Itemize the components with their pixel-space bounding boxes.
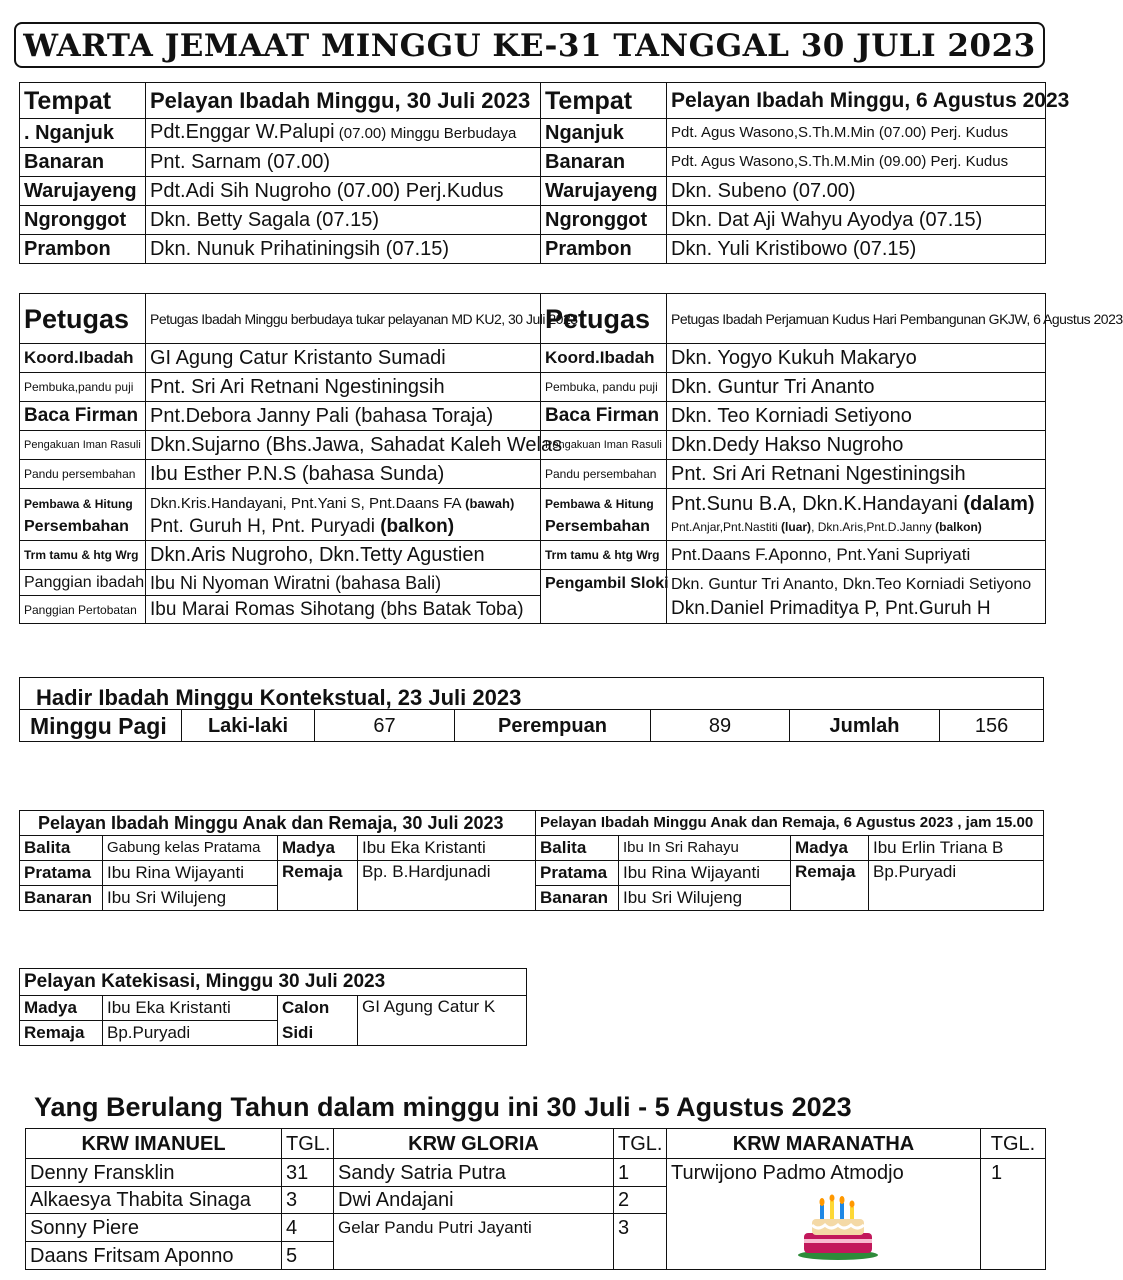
pelayan-row bbox=[20, 206, 1046, 235]
role-label: Baca Firman bbox=[541, 402, 667, 431]
birthday-day: 3 bbox=[614, 1214, 667, 1270]
pelayan-left: Pnt. Sarnam (07.00) bbox=[146, 148, 541, 177]
role-label: Pembawa & Hitung bbox=[541, 489, 667, 515]
petugas-header-left: Petugas bbox=[20, 294, 146, 344]
class-label: Banaran bbox=[20, 886, 103, 911]
role-label: Pandu persembahan bbox=[20, 460, 146, 489]
birthday-name: Dwi Andajani bbox=[334, 1187, 614, 1214]
role-left: Dkn.Aris Nugroho, Dkn.Tetty Agustien bbox=[146, 541, 541, 570]
pelayan-left: Dkn. Betty Sagala (07.15) bbox=[146, 206, 541, 235]
class-teacher: Bp.Puryadi bbox=[869, 861, 1044, 911]
birthday-day: 1 bbox=[614, 1159, 667, 1187]
petugas-row bbox=[20, 402, 1046, 431]
catechism-table bbox=[19, 968, 527, 1046]
class-label: Banaran bbox=[536, 886, 619, 911]
class-label: Remaja bbox=[278, 861, 358, 911]
place-right: Prambon bbox=[541, 235, 667, 264]
petugas-event-right: Petugas Ibadah Perjamuan Kudus Hari Pembangunan GKJW, 6 Agustus 2023 bbox=[667, 294, 1046, 344]
petugas-row bbox=[20, 373, 1046, 402]
female-label: Perempuan bbox=[455, 710, 651, 742]
role-left: Pnt. Sri Ari Retnani Ngestiningsih bbox=[146, 373, 541, 402]
class-label: Madya bbox=[791, 836, 869, 861]
birthday-day: 31 bbox=[282, 1159, 334, 1187]
class-teacher: Bp.Puryadi bbox=[103, 1021, 278, 1046]
pelayan-right: Dkn. Dat Aji Wahyu Ayodya (07.15) bbox=[667, 206, 1046, 235]
role-right: Dkn. Yogyo Kukuh Makaryo bbox=[667, 344, 1046, 373]
class-teacher: Ibu Rina Wijayanti bbox=[103, 861, 278, 886]
place-left: Ngronggot bbox=[20, 206, 146, 235]
birthday-name: Turwijono Padmo Atmodjo bbox=[667, 1159, 981, 1270]
role-label: Pengakuan Iman Rasuli bbox=[541, 431, 667, 460]
place-right: Warujayeng bbox=[541, 177, 667, 206]
role-right: Dkn.Dedy Hakso Nugroho bbox=[667, 431, 1046, 460]
krw-gloria-header: KRW GLORIA bbox=[334, 1129, 614, 1159]
role-right: Dkn. Guntur Tri Ananto bbox=[667, 373, 1046, 402]
role-label: Panggian ibadah bbox=[20, 570, 146, 596]
birthday-name: Daans Fritsam Aponno bbox=[26, 1242, 282, 1270]
place-right: Banaran bbox=[541, 148, 667, 177]
class-teacher: Bp. B.Hardjunadi bbox=[358, 861, 536, 911]
krw-imanuel-header: KRW IMANUEL bbox=[26, 1129, 282, 1159]
birthday-header-row bbox=[26, 1129, 1046, 1159]
birthday-table bbox=[25, 1128, 1046, 1270]
children-title-left: Pelayan Ibadah Minggu Anak dan Remaja, 30 Juli 2023 bbox=[20, 811, 536, 836]
class-label: Balita bbox=[20, 836, 103, 861]
class-label: Remaja bbox=[791, 861, 869, 911]
children-row bbox=[20, 861, 1044, 886]
role-left: Pnt.Debora Janny Pali (bahasa Toraja) bbox=[146, 402, 541, 431]
pelayan-left: Dkn. Nunuk Prihatiningsih (07.15) bbox=[146, 235, 541, 264]
role-label: Pengambil Sloki bbox=[541, 570, 667, 624]
role-label: Panggian Pertobatan bbox=[20, 596, 146, 624]
petugas-row bbox=[20, 596, 1046, 624]
birthday-name: Alkaesya Thabita Sinaga bbox=[26, 1187, 282, 1214]
place-right: Nganjuk bbox=[541, 119, 667, 148]
attendance-row bbox=[20, 710, 1044, 742]
role-label: Persembahan bbox=[20, 515, 146, 541]
birthday-day: 3 bbox=[282, 1187, 334, 1214]
catechism-title: Pelayan Katekisasi, Minggu 30 Juli 2023 bbox=[20, 969, 527, 996]
female-count: 89 bbox=[651, 710, 790, 742]
calon-teacher: GI Agung Catur K bbox=[358, 996, 527, 1046]
class-teacher: Ibu Erlin Triana B bbox=[869, 836, 1044, 861]
catechism-row bbox=[20, 996, 527, 1021]
pelayan-header-right: Pelayan Ibadah Minggu, 6 Agustus 2023 bbox=[667, 83, 1046, 119]
petugas-row bbox=[20, 460, 1046, 489]
children-title-right: Pelayan Ibadah Minggu Anak dan Remaja, 6 Agustus 2023 , jam 15.00 bbox=[536, 811, 1044, 836]
petugas-table bbox=[19, 293, 1123, 624]
role-left: Ibu Marai Romas Sihotang (bhs Batak Toba) bbox=[146, 596, 541, 624]
petugas-row bbox=[20, 431, 1046, 460]
role-label: Koord.Ibadah bbox=[541, 344, 667, 373]
tgl-header: TGL. bbox=[981, 1129, 1046, 1159]
children-row bbox=[20, 836, 1044, 861]
calon-label: Calon bbox=[278, 996, 358, 1021]
role-left: GI Agung Catur Kristanto Sumadi bbox=[146, 344, 541, 373]
birthday-name: Gelar Pandu Putri Jayanti bbox=[334, 1214, 614, 1270]
birthday-heading: Yang Berulang Tahun dalam minggu ini 30 Juli - 5 Agustus 2023 bbox=[34, 1092, 852, 1122]
pelayan-right: Pdt. Agus Wasono,S.Th.M.Min (07.00) Perj. Kudus bbox=[667, 119, 1046, 148]
place-left: Prambon bbox=[20, 235, 146, 264]
tgl-header: TGL. bbox=[614, 1129, 667, 1159]
birthday-name: Sandy Satria Putra bbox=[334, 1159, 614, 1187]
role-right: Dkn. Teo Korniadi Setiyono bbox=[667, 402, 1046, 431]
tempat-header-left: Tempat bbox=[20, 83, 146, 119]
class-teacher: Ibu Sri Wilujeng bbox=[619, 886, 791, 911]
class-teacher: Ibu Sri Wilujeng bbox=[103, 886, 278, 911]
title-banner bbox=[14, 22, 1045, 68]
role-right: Dkn.Daniel Primaditya P, Pnt.Guruh H bbox=[667, 596, 1046, 624]
birthday-name: Denny Fransklin bbox=[26, 1159, 282, 1187]
role-right: Pnt.Sunu B.A, Dkn.K.Handayani (dalam) bbox=[667, 489, 1046, 515]
birthday-row bbox=[26, 1159, 1046, 1187]
role-label: Pengakuan Iman Rasuli bbox=[20, 431, 146, 460]
place-left: Banaran bbox=[20, 148, 146, 177]
total-label: Jumlah bbox=[790, 710, 940, 742]
tgl-header: TGL. bbox=[282, 1129, 334, 1159]
birthday-cake-icon bbox=[796, 1195, 880, 1261]
attendance-session: Minggu Pagi bbox=[20, 710, 182, 742]
role-label: Persembahan bbox=[541, 515, 667, 541]
pelayan-header-left: Pelayan Ibadah Minggu, 30 Juli 2023 bbox=[146, 83, 541, 119]
pelayan-table bbox=[19, 82, 1070, 264]
role-right: Pnt.Daans F.Aponno, Pnt.Yani Supriyati bbox=[667, 541, 1046, 570]
role-label: Pembuka,pandu puji bbox=[20, 373, 146, 402]
petugas-row bbox=[20, 541, 1046, 570]
class-label: Madya bbox=[20, 996, 103, 1021]
birthday-day: 5 bbox=[282, 1242, 334, 1270]
role-left: Dkn.Sujarno (Bhs.Jawa, Sahadat Kaleh Welas bbox=[146, 431, 541, 460]
role-label: Trm tamu & htg Wrg bbox=[20, 541, 146, 570]
pelayan-right: Pdt. Agus Wasono,S.Th.M.Min (09.00) Perj. Kudus bbox=[667, 148, 1046, 177]
krw-maranatha-header: KRW MARANATHA bbox=[667, 1129, 981, 1159]
male-count: 67 bbox=[315, 710, 455, 742]
petugas-row bbox=[20, 489, 1046, 515]
petugas-row bbox=[20, 344, 1046, 373]
role-right: Dkn. Guntur Tri Ananto, Dkn.Teo Korniadi Setiyono bbox=[667, 570, 1046, 596]
pelayan-row bbox=[20, 148, 1046, 177]
role-label: Baca Firman bbox=[20, 402, 146, 431]
petugas-header-right: Petugas bbox=[541, 294, 667, 344]
birthday-day: 4 bbox=[282, 1214, 334, 1242]
role-label: Pembuka, pandu puji bbox=[541, 373, 667, 402]
class-label: Balita bbox=[536, 836, 619, 861]
role-left: Dkn.Kris.Handayani, Pnt.Yani S, Pnt.Daans FA (bawah) bbox=[146, 489, 541, 515]
pelayan-row bbox=[20, 119, 1046, 148]
role-left: Ibu Esther P.N.S (bahasa Sunda) bbox=[146, 460, 541, 489]
pelayan-right: Dkn. Subeno (07.00) bbox=[667, 177, 1046, 206]
role-right: Pnt. Sri Ari Retnani Ngestiningsih bbox=[667, 460, 1046, 489]
class-teacher: Ibu Eka Kristanti bbox=[103, 996, 278, 1021]
role-label: Trm tamu & htg Wrg bbox=[541, 541, 667, 570]
class-teacher: Ibu Eka Kristanti bbox=[358, 836, 536, 861]
tempat-header-right: Tempat bbox=[541, 83, 667, 119]
role-right: Pnt.Anjar,Pnt.Nastiti (luar), Dkn.Aris,Pnt.D.Janny (balkon) bbox=[667, 515, 1046, 541]
pelayan-row bbox=[20, 177, 1046, 206]
pelayan-right: Dkn. Yuli Kristibowo (07.15) bbox=[667, 235, 1046, 264]
class-label: Remaja bbox=[20, 1021, 103, 1046]
place-left: . Nganjuk bbox=[20, 119, 146, 148]
male-label: Laki-laki bbox=[182, 710, 315, 742]
class-label: Madya bbox=[278, 836, 358, 861]
place-right: Ngronggot bbox=[541, 206, 667, 235]
role-label: Pandu persembahan bbox=[541, 460, 667, 489]
sidi-label: Sidi bbox=[278, 1021, 358, 1046]
pelayan-left: Pdt.Adi Sih Nugroho (07.00) Perj.Kudus bbox=[146, 177, 541, 206]
page-title: WARTA JEMAAT MINGGU KE-31 TANGGAL 30 JULI 2023 bbox=[23, 28, 1036, 64]
class-teacher: Ibu Rina Wijayanti bbox=[619, 861, 791, 886]
pelayan-left: Pdt.Enggar W.Palupi (07.00) Minggu Berbudaya bbox=[146, 119, 541, 148]
petugas-row bbox=[20, 515, 1046, 541]
class-teacher: Gabung kelas Pratama bbox=[103, 836, 278, 861]
birthday-day: 1 bbox=[981, 1159, 1046, 1270]
petugas-event-left: Petugas Ibadah Minggu berbudaya tukar pelayanan MD KU2, 30 Juli 2023 bbox=[146, 294, 541, 344]
children-service-table bbox=[19, 810, 1044, 911]
total-count: 156 bbox=[940, 710, 1044, 742]
class-label: Pratama bbox=[20, 861, 103, 886]
petugas-header-row bbox=[20, 294, 1046, 344]
attendance-title: Hadir Ibadah Minggu Kontekstual, 23 Juli 2023 bbox=[20, 678, 1044, 710]
class-label: Pratama bbox=[536, 861, 619, 886]
role-label: Koord.Ibadah bbox=[20, 344, 146, 373]
place-left: Warujayeng bbox=[20, 177, 146, 206]
pelayan-row bbox=[20, 235, 1046, 264]
attendance-table bbox=[19, 677, 1044, 742]
petugas-row bbox=[20, 570, 1046, 596]
role-left: Pnt. Guruh H, Pnt. Puryadi (balkon) bbox=[146, 515, 541, 541]
role-left: Ibu Ni Nyoman Wiratni (bahasa Bali) bbox=[146, 570, 541, 596]
birthday-day: 2 bbox=[614, 1187, 667, 1214]
pelayan-header-row bbox=[20, 83, 1046, 119]
role-label: Pembawa & Hitung bbox=[20, 489, 146, 515]
birthday-name: Sonny Piere bbox=[26, 1214, 282, 1242]
class-teacher: Ibu In Sri Rahayu bbox=[619, 836, 791, 861]
